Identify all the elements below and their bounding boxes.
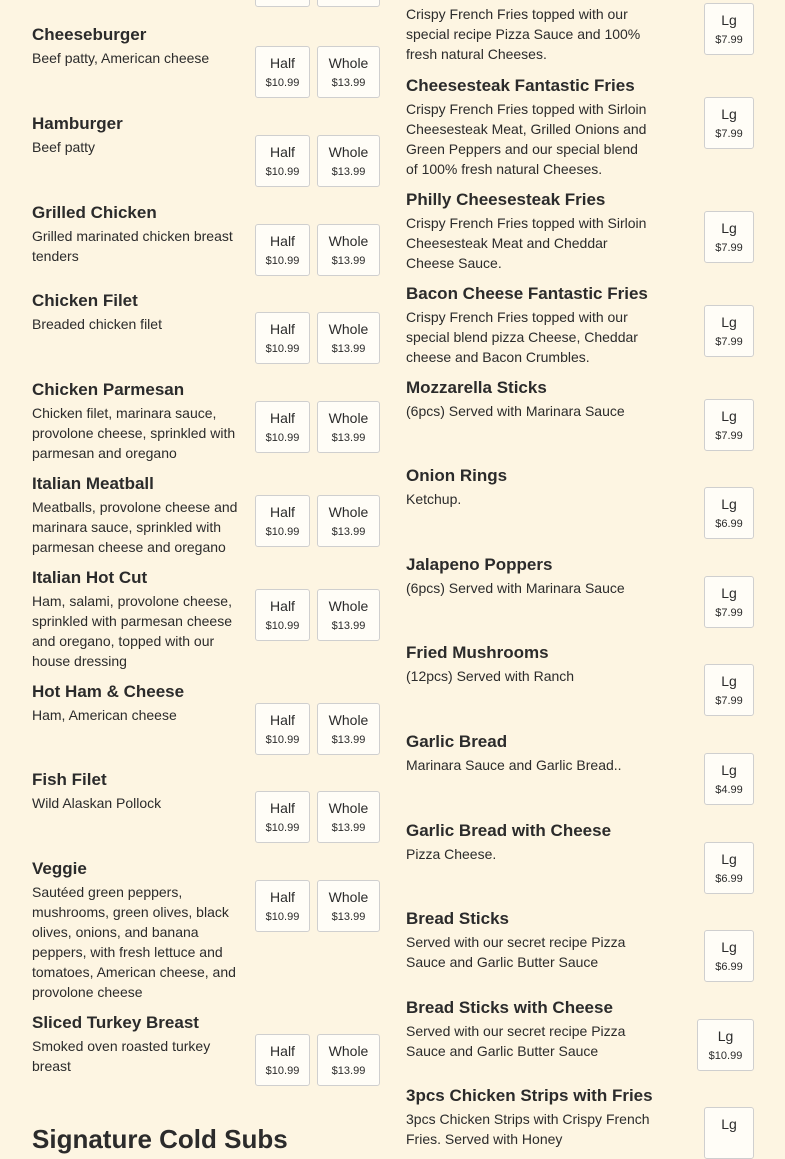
- item-name: Fish Filet: [32, 770, 107, 789]
- item-description: Wild Alaskan Pollock: [32, 795, 162, 811]
- size-label: Whole: [328, 889, 369, 905]
- menu-item: [406, 555, 754, 598]
- item-description: Served with our secret recipe Pizza Sauce and Garlic Butter Sauce: [406, 1023, 626, 1059]
- half-price-button[interactable]: [255, 791, 310, 843]
- price-value: $13.99: [331, 77, 366, 89]
- price-options: [255, 703, 380, 755]
- size-label: Lg: [721, 1116, 737, 1132]
- item-description: Smoked oven roasted turkey breast: [32, 1038, 211, 1074]
- size-label: Lg: [721, 585, 737, 601]
- whole-price-button[interactable]: [317, 135, 380, 187]
- size-label: Half: [270, 800, 295, 816]
- price-options: [704, 576, 754, 628]
- menu-item: [406, 378, 754, 421]
- section-heading: Signature Cold Subs: [32, 1124, 288, 1154]
- item-description: Beef patty, American cheese: [32, 50, 210, 66]
- item-name: Cheesesteak Fantastic Fries: [406, 76, 635, 95]
- item-description: Marinara Sauce and Garlic Bread..: [406, 757, 622, 773]
- item-name: Jalapeno Poppers: [406, 555, 553, 574]
- price-options: [255, 401, 380, 453]
- size-label: Half: [270, 712, 295, 728]
- menu-item: [406, 1086, 754, 1149]
- price-value: $4.99: [715, 784, 743, 796]
- half-price-button[interactable]: [255, 401, 310, 453]
- price-options: [255, 495, 380, 547]
- item-name: Garlic Bread with Cheese: [406, 821, 612, 840]
- price-options: [704, 487, 754, 539]
- item-description: (12pcs) Served with Ranch: [406, 668, 575, 684]
- item-name: Bacon Cheese Fantastic Fries: [406, 284, 648, 303]
- price-value: $10.99: [265, 734, 300, 746]
- item-name: Italian Hot Cut: [32, 568, 148, 587]
- size-label: Lg: [721, 496, 737, 512]
- price-value: $10.99: [265, 255, 300, 267]
- price-options: [255, 135, 380, 187]
- price-value: $10.99: [708, 1050, 743, 1062]
- item-description: Pizza Cheese.: [406, 846, 497, 862]
- size-label: Half: [270, 55, 295, 71]
- item-name: Onion Rings: [406, 466, 508, 485]
- item-description: Sautéed green peppers, mushrooms, green olives, black olives, onions, and banana peppers, with fresh lettuce and tomatoes, American cheese, and provolone cheese: [32, 884, 236, 1000]
- large-price-button[interactable]: [704, 399, 754, 451]
- menu-item: [406, 732, 754, 775]
- large-price-button[interactable]: [704, 97, 754, 149]
- size-label: Lg: [721, 220, 737, 236]
- large-price-button[interactable]: [704, 576, 754, 628]
- large-price-button[interactable]: [704, 487, 754, 539]
- item-description: Chicken filet, marinara sauce, provolone cheese, sprinkled with parmesan and oregano: [32, 405, 236, 461]
- item-name: Bread Sticks: [406, 909, 509, 928]
- large-price-button[interactable]: [697, 1019, 754, 1071]
- menu-item: [406, 466, 754, 509]
- price-value: $10.99: [265, 432, 300, 444]
- half-price-button[interactable]: [255, 312, 310, 364]
- large-price-button[interactable]: [704, 753, 754, 805]
- item-name: Cheeseburger: [32, 25, 147, 44]
- price-value: $13.99: [331, 526, 366, 538]
- size-label: Whole: [328, 598, 369, 614]
- price-value: $13.99: [331, 620, 366, 632]
- price-value: $10.99: [265, 77, 300, 89]
- item-description: Grilled marinated chicken breast tenders: [32, 228, 233, 264]
- whole-price-button[interactable]: [317, 791, 380, 843]
- size-label: Lg: [721, 314, 737, 330]
- price-value: $7.99: [715, 607, 743, 619]
- price-value: $7.99: [715, 695, 743, 707]
- price-value: $10.99: [265, 166, 300, 178]
- item-name: Chicken Parmesan: [32, 380, 185, 399]
- half-price-button[interactable]: [255, 0, 310, 7]
- size-label: Whole: [328, 55, 369, 71]
- half-price-button[interactable]: [255, 135, 310, 187]
- item-name: Sliced Turkey Breast: [32, 1013, 199, 1032]
- price-value: $13.99: [331, 911, 366, 923]
- whole-price-button[interactable]: [317, 1034, 380, 1086]
- price-value: $13.99: [331, 734, 366, 746]
- item-description: Served with our secret recipe Pizza Sauce and Garlic Butter Sauce: [406, 934, 626, 970]
- price-value: $10.99: [265, 620, 300, 632]
- size-label: Whole: [328, 504, 369, 520]
- menu-item: [406, 190, 754, 273]
- price-value: $7.99: [715, 128, 743, 140]
- whole-price-button[interactable]: [317, 495, 380, 547]
- size-label: Whole: [328, 144, 369, 160]
- item-description: Ham, salami, provolone cheese, sprinkled with parmesan cheese and oregano, topped with our house dressing: [32, 593, 232, 669]
- price-value: $13.99: [331, 166, 366, 178]
- price-value: $13.99: [331, 343, 366, 355]
- item-name: Veggie: [32, 859, 87, 878]
- item-name: Mozzarella Sticks: [406, 378, 547, 397]
- price-value: $7.99: [715, 34, 743, 46]
- price-options: [255, 1034, 380, 1086]
- price-options: [704, 3, 754, 55]
- price-value: $6.99: [715, 518, 743, 530]
- item-name: Chicken Filet: [32, 291, 138, 310]
- item-name: Fried Mushrooms: [406, 643, 549, 662]
- price-value: $7.99: [715, 242, 743, 254]
- size-label: Half: [270, 889, 295, 905]
- price-value: $10.99: [265, 1065, 300, 1077]
- item-name: Philly Cheesesteak Fries: [406, 190, 606, 209]
- price-value: $7.99: [715, 336, 743, 348]
- item-description: Crispy French Fries topped with our special blend pizza Cheese, Cheddar cheese and Bacon Crumbles.: [406, 309, 638, 365]
- size-label: Half: [270, 410, 295, 426]
- size-label: Whole: [328, 712, 369, 728]
- item-description: Crispy French Fries topped with Sirloin Cheesesteak Meat, Grilled Onions and Green Peppers and our special blend of 100% fresh natural Cheeses.: [406, 101, 647, 177]
- item-description: Beef patty: [32, 139, 96, 155]
- large-price-button[interactable]: [704, 664, 754, 716]
- item-description: Meatballs, provolone cheese and marinara sauce, sprinkled with parmesan cheese and oregano: [32, 499, 238, 555]
- price-options: [255, 791, 380, 843]
- price-options: [704, 97, 754, 149]
- item-name: 3pcs Chicken Strips with Fries: [406, 1086, 653, 1105]
- size-label: Half: [270, 144, 295, 160]
- price-options: [697, 1019, 754, 1071]
- price-options: [704, 753, 754, 805]
- item-description: Crispy French Fries topped with Sirloin Cheesesteak Meat and Cheddar Cheese Sauce.: [406, 215, 647, 271]
- whole-price-button[interactable]: [317, 880, 380, 932]
- price-options: [255, 880, 380, 932]
- item-description: (6pcs) Served with Marinara Sauce: [406, 403, 625, 419]
- price-options: [255, 224, 380, 276]
- size-label: Half: [270, 1043, 295, 1059]
- size-label: Whole: [328, 233, 369, 249]
- size-label: Half: [270, 504, 295, 520]
- price-value: $13.99: [331, 822, 366, 834]
- size-label: Lg: [721, 762, 737, 778]
- menu-item: [406, 4, 754, 64]
- large-price-button[interactable]: [704, 930, 754, 982]
- price-options: [704, 664, 754, 716]
- whole-price-button[interactable]: [317, 703, 380, 755]
- item-description: 3pcs Chicken Strips with Crispy French Fries. Served with Honey: [406, 1111, 650, 1147]
- price-options: [704, 399, 754, 451]
- item-name: Hot Ham & Cheese: [32, 682, 185, 701]
- half-price-button[interactable]: [255, 224, 310, 276]
- item-name: Italian Meatball: [32, 474, 154, 493]
- price-value: $6.99: [715, 961, 743, 973]
- size-label: Half: [270, 233, 295, 249]
- item-name: Garlic Bread: [406, 732, 508, 751]
- size-label: Half: [270, 321, 295, 337]
- price-value: $13.99: [331, 1065, 366, 1077]
- price-options: [704, 305, 754, 357]
- half-price-button[interactable]: [255, 495, 310, 547]
- price-value: $10.99: [265, 822, 300, 834]
- price-options: [255, 312, 380, 364]
- menu-item: [406, 643, 754, 686]
- size-label: Lg: [721, 851, 737, 867]
- size-label: Lg: [717, 1028, 734, 1044]
- half-price-button[interactable]: [255, 46, 310, 98]
- price-options: [704, 1107, 754, 1159]
- size-label: Half: [270, 598, 295, 614]
- price-value: $13.99: [331, 432, 366, 444]
- size-label: Lg: [721, 12, 737, 28]
- whole-price-button[interactable]: [317, 224, 380, 276]
- price-options: [704, 842, 754, 894]
- price-options: [704, 211, 754, 263]
- half-price-button[interactable]: [255, 1034, 310, 1086]
- whole-price-button[interactable]: [317, 46, 380, 98]
- half-price-button[interactable]: [255, 880, 310, 932]
- size-label: Whole: [328, 321, 369, 337]
- price-options: [704, 930, 754, 982]
- item-description: Crispy French Fries topped with our special recipe Pizza Sauce and 100% fresh natural Cheeses.: [406, 6, 641, 62]
- whole-price-button[interactable]: [317, 589, 380, 641]
- menu-item: [406, 284, 754, 367]
- item-description: Breaded chicken filet: [32, 316, 162, 332]
- large-price-button[interactable]: [704, 842, 754, 894]
- price-options: [255, 589, 380, 641]
- large-price-button[interactable]: [704, 211, 754, 263]
- menu-item: [406, 76, 754, 179]
- price-value: $10.99: [265, 343, 300, 355]
- half-price-button[interactable]: [255, 589, 310, 641]
- price-value: $13.99: [331, 255, 366, 267]
- whole-price-button[interactable]: [317, 401, 380, 453]
- large-price-button[interactable]: [704, 3, 754, 55]
- size-label: Whole: [328, 800, 369, 816]
- large-price-button[interactable]: [704, 1107, 754, 1159]
- whole-price-button[interactable]: [317, 312, 380, 364]
- menu-item: [406, 909, 754, 972]
- size-label: Lg: [721, 673, 737, 689]
- item-description: (6pcs) Served with Marinara Sauce: [406, 580, 625, 596]
- size-label: Lg: [721, 408, 737, 424]
- price-value: $10.99: [265, 526, 300, 538]
- whole-price-button[interactable]: [317, 0, 380, 7]
- item-description: Ham, American cheese: [32, 707, 177, 723]
- size-label: Whole: [328, 410, 369, 426]
- price-value: $7.99: [715, 430, 743, 442]
- price-value: $6.99: [715, 873, 743, 885]
- size-label: Lg: [721, 939, 737, 955]
- size-label: Whole: [328, 1043, 369, 1059]
- item-name: Grilled Chicken: [32, 203, 157, 222]
- price-options: [255, 46, 380, 98]
- price-value: $10.99: [265, 911, 300, 923]
- item-description: Ketchup.: [406, 491, 462, 507]
- menu-item: [406, 821, 754, 864]
- half-price-button[interactable]: [255, 703, 310, 755]
- item-name: Hamburger: [32, 114, 123, 133]
- large-price-button[interactable]: [704, 305, 754, 357]
- item-name: Bread Sticks with Cheese: [406, 998, 613, 1017]
- size-label: Lg: [721, 106, 737, 122]
